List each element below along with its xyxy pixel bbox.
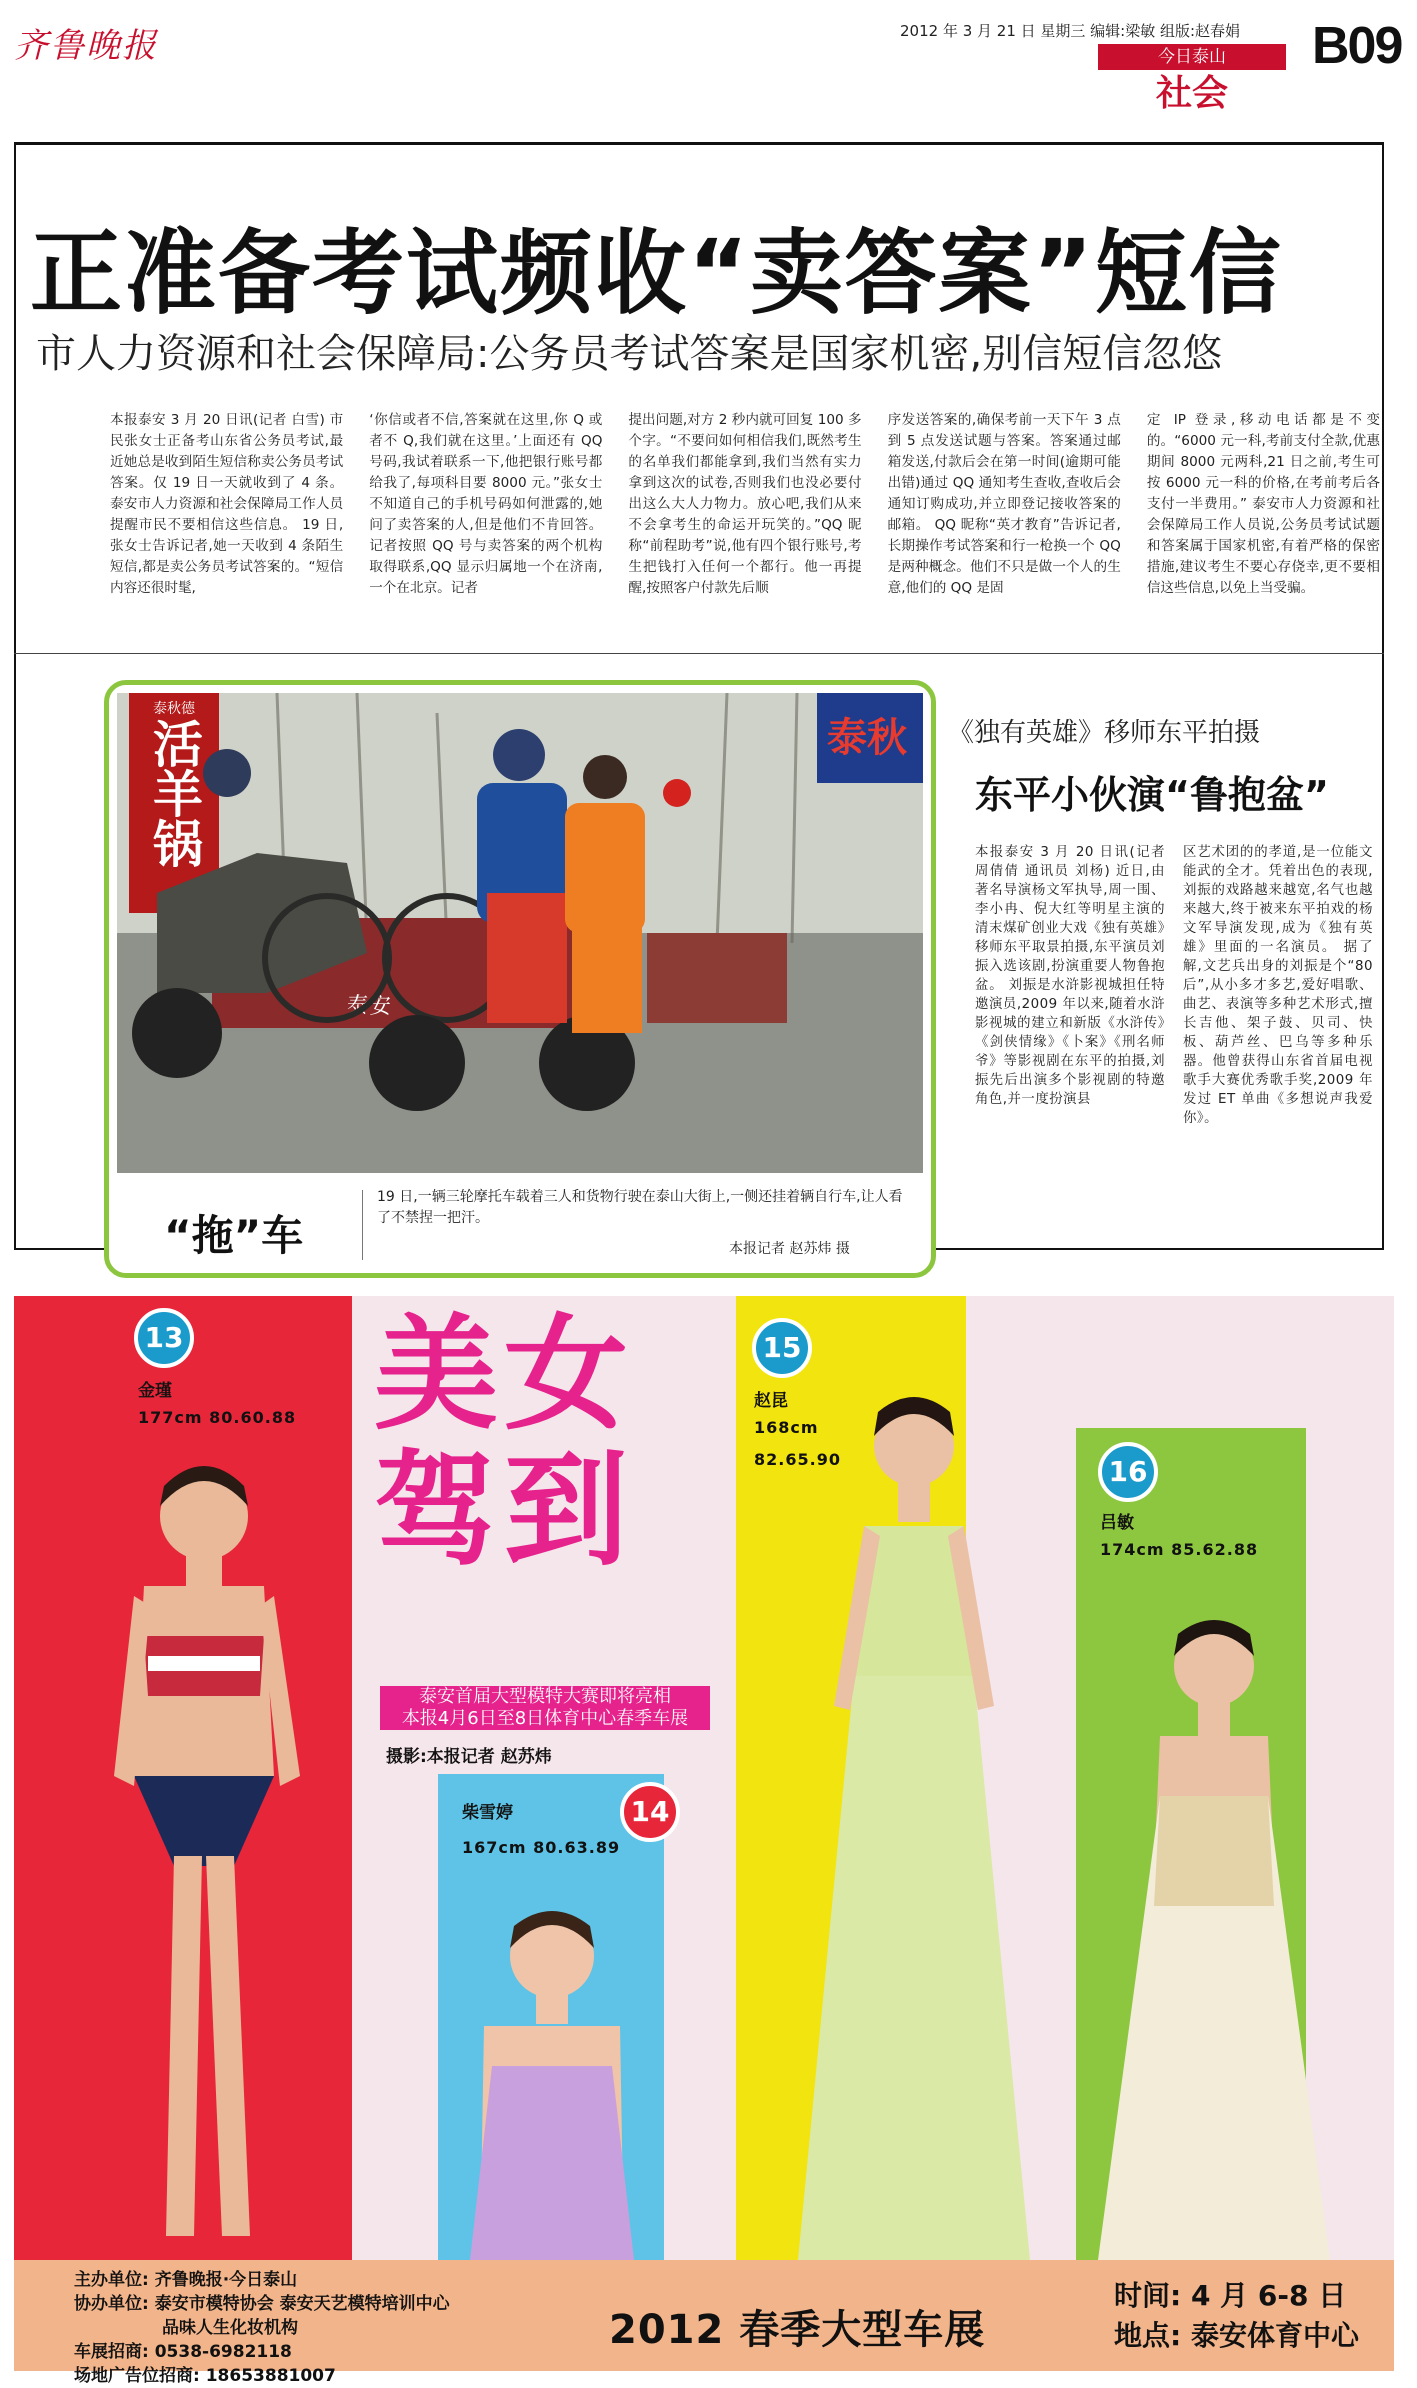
section-name: 社会 <box>1155 73 1228 114</box>
shop-sign-right: 泰秋 <box>827 715 907 761</box>
model-name: 金瑾 <box>138 1381 172 1401</box>
co-host-org: 协办单位: 泰安市模特协会 泰安天艺模特培训中心 <box>74 2294 450 2314</box>
frame-right <box>1382 144 1384 1248</box>
ad-strip-line1: 泰安首届大型模特大赛即将亮相 <box>419 1686 671 1707</box>
venue-recruit: 场地广告位招商: 18653881007 <box>74 2366 336 2386</box>
model-stats: 174cm 85.62.88 <box>1100 1540 1259 1559</box>
shop-sign-small: 泰秋德 <box>153 701 195 717</box>
caption-divider <box>362 1190 363 1260</box>
model-figure <box>794 1376 1034 2260</box>
story-column: 本报泰安 3 月 20 日讯(记者 白雪) 市民张女士正备考山东省公务员考试,最近她总是收到陌生短信称卖公务员考试答案。仅 19 日一天就收到了 4 条。泰安市人力资源和社会保障局工作人员提醒市民不要相信这些信息。 19 日,张女士告诉记者,她一天收到 4 条陌生短信,都是卖公务员考试答案的。“短信内容还很时髦, <box>110 412 344 596</box>
side-story-title: 东平小伙演“鲁抱盆” <box>975 773 1329 817</box>
story-column: 提出问题,对方 2 秒内就可回复 100 多个字。“不要问如何相信我们,既然考生的名单我们都能拿到,我们当然有实力拿到这次的试卷,否则我们也没必要付出这么大人力物力。放心吧,我们从来不会拿考生的命运开玩笑的。”QQ 昵称“前程助考”说,他有四个银行账号,考生把钱打入任何一个都行。他一再提醒,按照客户付款先后顺 <box>628 412 862 596</box>
newspaper-logo: 齐鲁晚报 <box>14 26 158 66</box>
top-rule <box>14 142 1384 145</box>
side-story-kicker: 《独有英雄》移师东平拍摄 <box>948 718 1261 748</box>
photo-credit: 本报记者 赵苏炜 摄 <box>729 1241 850 1257</box>
model-figure <box>444 1896 658 2260</box>
event-name: 2012 春季大型车展 <box>609 2307 986 2353</box>
tricycle-illustration <box>117 693 923 1173</box>
headline: 正准备考试频收“卖答案”短信 <box>30 220 1283 327</box>
truck-plate: 泰安 <box>347 994 392 1019</box>
model-number-badge: 14 <box>620 1782 680 1842</box>
model-stats: 177cm 80.60.88 <box>138 1408 297 1427</box>
photo-feature <box>104 680 936 1278</box>
section-divider <box>14 653 1384 654</box>
side-story-column: 本报泰安 3 月 20 日讯(记者 周倩倩 通讯员 刘杨) 近日,由著名导演杨文军执导,周一围、李小冉、倪大红等明星主演的清末煤矿创业大戏《独有英雄》移师东平取景拍摄,东平演员刘振入选该剧,扮演重要人物鲁抱盆。 刘振是水浒影视城担任特邀演员,2009 年以来,随着水浒影视城的建立和新版《水浒传》《剑侠情缘》《卜案》《刑名师爷》等影视剧在东平的拍摄,刘振先后出演多个影视剧的特邀角色,并一度扮演县 <box>975 845 1165 1107</box>
ad-title-line1: 美女 <box>374 1303 635 1447</box>
main-story <box>110 410 1380 630</box>
model-stats-line2: 82.65.90 <box>754 1450 841 1469</box>
side-story-body <box>975 843 1373 1128</box>
model-number-badge: 13 <box>134 1308 194 1368</box>
dateline: 2012 年 3 月 21 日 星期三 编辑:梁敏 组版:赵春娟 <box>900 22 1241 40</box>
event-place: 地点: 泰安体育中心 <box>1114 2319 1359 2352</box>
ad-organizers <box>74 2268 450 2388</box>
photo-caption: 19 日,一辆三轮摩托车载着三人和货物行驶在泰山大街上,一侧还挂着辆自行车,让人看了不禁捏一把汗。 <box>377 1189 903 1226</box>
model-name: 吕敏 <box>1100 1513 1134 1533</box>
model-figure <box>74 1446 334 2256</box>
side-story-column: 区艺术团的的孝道,是一位能文能武的全才。凭着出色的表现,刘振的戏路越来越宽,名气也越来越大,终于被来东平拍戏的杨文军导演发现,成为《独有英雄》里面的一名演员。 据了解,文艺兵出身的刘振是个“80 后”,从小多才多艺,爱好唱歌、曲艺、表演等多种艺术形式,擅长吉他、架子鼓、贝司、快板、葫芦丝、巴乌等多种乐器。他曾获得山东省首届电视歌手大赛优秀歌手奖,2009 年发过 ET 单曲《多想说声我爱你》。 <box>1183 845 1373 1126</box>
page-number: B09 <box>1312 17 1402 75</box>
event-time: 时间: 4 月 6-8 日 <box>1114 2279 1347 2312</box>
ad-footer <box>14 2260 1394 2386</box>
event-details <box>1114 2276 1359 2356</box>
model-number-badge: 15 <box>752 1318 812 1378</box>
story-column: ‘你信或者不信,答案就在这里,你 Q 或者不 Q,我们就在这里。’上面还有 QQ 号码,我试着联系一下,他把银行账号都给我了,每项科目要 8000 元。”张女士不知道自己的手机号码如何泄露的,她问了卖答案的人,但是他们不肯回答。 记者按照 QQ 号与卖答案的两个机构取得联系,QQ 显示归属地一个在济南,一个在北京。记者 <box>369 412 603 596</box>
news-photo <box>117 693 923 1173</box>
frame-left <box>14 144 16 1248</box>
model-figure <box>1094 1606 1334 2260</box>
ad-title-line2: 驾到 <box>374 1439 635 1583</box>
subheadline: 市人力资源和社会保障局:公务员考试答案是国家机密,别信短信忽悠 <box>36 331 1223 377</box>
model-stats: 168cm <box>754 1418 819 1437</box>
model-name: 赵昆 <box>754 1391 788 1411</box>
section-box <box>1098 44 1286 118</box>
model-stats: 167cm 80.63.89 <box>462 1838 621 1857</box>
photo-caption-title: “拖”车 <box>164 1211 304 1260</box>
co-host-org-2: 品味人生化妆机构 <box>162 2318 298 2338</box>
shop-sign: 活羊锅 <box>145 718 203 868</box>
car-recruit: 车展招商: 0538-6982118 <box>74 2342 292 2362</box>
section-tag: 今日泰山 <box>1098 44 1286 70</box>
ad-strip-line2: 本报4月6日至8日体育中心春季车展 <box>401 1708 689 1729</box>
model-name: 柴雪婷 <box>462 1803 513 1823</box>
story-column: 序发送答案的,确保考前一天下午 3 点到 5 点发送试题与答案。答案通过邮箱发送,付款后会在第一时间(逾期可能出错)通过 QQ 通知考生查收,查收后会通知订购成功,并立即登记接收答案的邮箱。 QQ 昵称“英才教育”告诉记者,长期操作考试答案和行一枪换一个 QQ 是两种概念。他们不只是做一个人的生意,他们的 QQ 是固 <box>887 412 1121 596</box>
ad-photo-credit: 摄影:本报记者 赵苏炜 <box>386 1747 552 1767</box>
story-column: 定 IP 登录,移动电话都是不变的。“6000 元一科,考前支付全款,优惠期间 8000 元两科,21 日之前,考生可按 6000 元一科的价格,在考前考后各支付一半费用。” 泰安市人力资源和社会保障局工作人员说,公务员考试试题和答案属于国家机密,有着严格的保密措施,建议考生不要心存侥幸,更不要相信这些信息,以免上当受骗。 <box>1146 412 1381 596</box>
ad-strip <box>380 1686 710 1730</box>
host-org: 主办单位: 齐鲁晚报·今日泰山 <box>74 2270 298 2290</box>
advertisement <box>14 1296 1394 2386</box>
model-number-badge: 16 <box>1098 1442 1158 1502</box>
